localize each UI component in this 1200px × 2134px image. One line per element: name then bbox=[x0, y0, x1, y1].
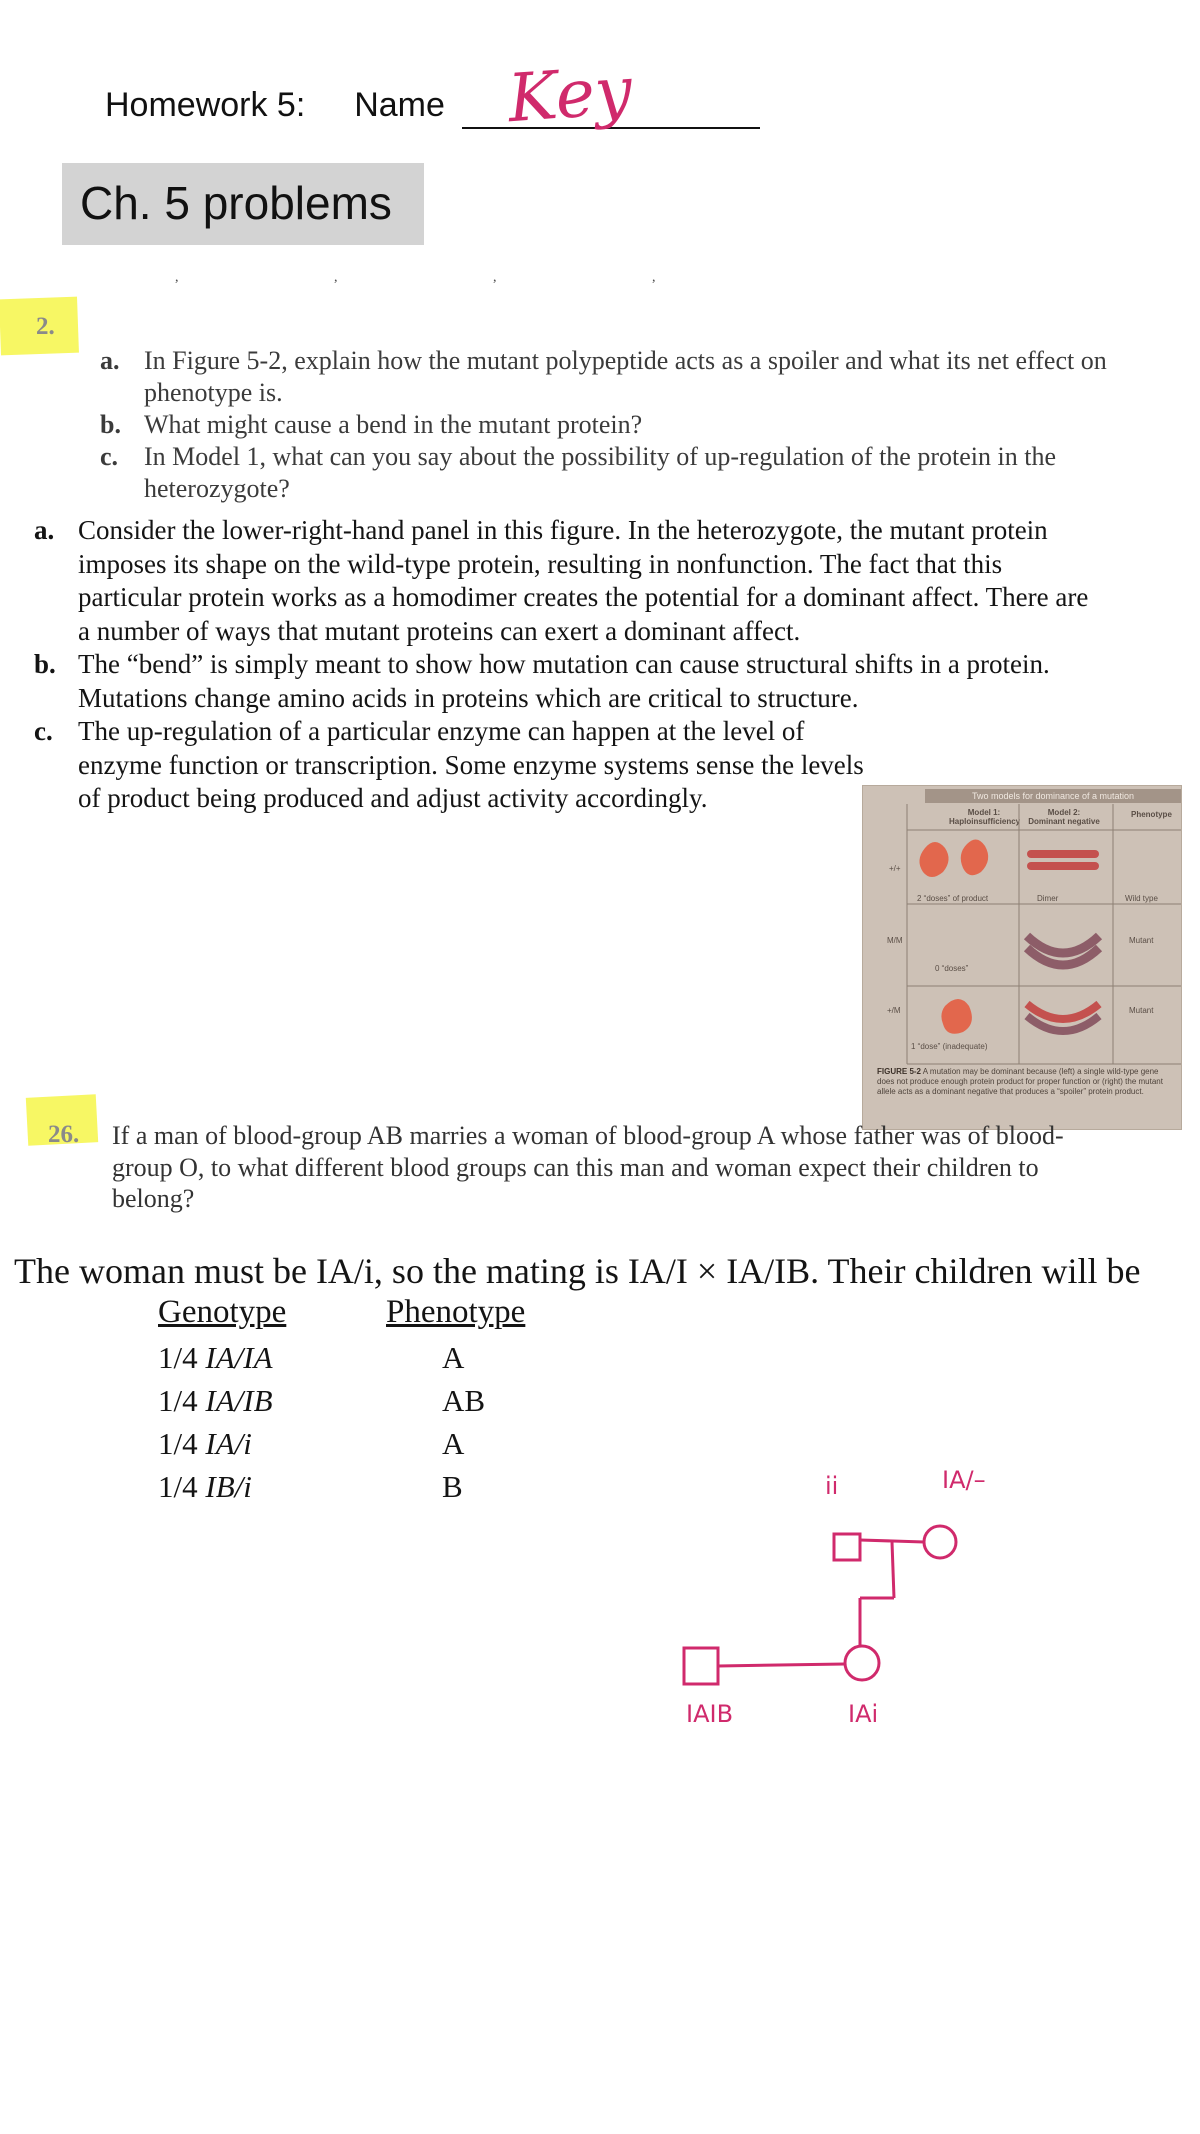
wife-genotype: IAi bbox=[848, 1700, 879, 1728]
genotype: IA/IA bbox=[205, 1340, 273, 1375]
cropped-text-remnant: , , , , bbox=[175, 270, 732, 285]
model1-subtitle: Haploinsufficiency bbox=[949, 817, 1021, 826]
part-text: In Model 1, what can you say about the possibility of up-regulation of the protein in the heterozygote? bbox=[144, 442, 1056, 503]
answer-text: The “bend” is simply meant to show how mutation can cause structural shifts in a protein. Mutations change amino acids in proteins which are critical to structure. bbox=[78, 649, 1050, 713]
fraction: 1/4 bbox=[158, 1383, 198, 1418]
question-part-b bbox=[100, 409, 1160, 441]
part-label: a. bbox=[100, 346, 120, 375]
wild-type-label: Wild type bbox=[1125, 894, 1158, 903]
grandfather-genotype: ii bbox=[825, 1472, 839, 1500]
answer-text: The up-regulation of a particular enzyme can happen at the level of enzyme function or transcription. Some enzyme systems sense the levels of product being produced and adjust activity accordingly. bbox=[78, 716, 864, 813]
two-doses-label: 2 “doses” of product bbox=[917, 894, 989, 903]
phenotype-row-3: A bbox=[442, 1426, 465, 1461]
model1-title: Model 1: bbox=[967, 808, 1001, 817]
husband-square bbox=[684, 1648, 718, 1684]
genotype-row-4 bbox=[158, 1469, 252, 1505]
husband-genotype: IAIB bbox=[686, 1700, 734, 1728]
grandmother-genotype: IA/– bbox=[942, 1466, 986, 1494]
answer-text: Consider the lower-right-hand panel in this figure. In the heterozygote, the mutant protein imposes its shape on the wild-type protein, resulting in nonfunction. The fact that this particular protein works as a homodimer creates the potential for a dominant affect. There are a number of ways that mutant proteins can exert a dominant affect. bbox=[78, 515, 1089, 646]
part-label: b. bbox=[100, 410, 121, 439]
grandfather-square bbox=[834, 1534, 860, 1560]
answer-label: b. bbox=[34, 649, 56, 679]
question-26-text: If a man of blood-group AB marries a woman of blood-group A whose father was of blood-group O, to what different blood groups can this man and woman expect their children to belong? bbox=[112, 1121, 1064, 1213]
part-label: c. bbox=[100, 442, 119, 471]
figure-header: Two models for dominance of a mutation bbox=[925, 789, 1181, 803]
question-number-26: 26. bbox=[48, 1121, 80, 1148]
question-number-2: 2. bbox=[36, 313, 55, 340]
question-2-answers bbox=[34, 514, 1094, 816]
fraction: 1/4 bbox=[158, 1469, 198, 1504]
row-label-wt: +/+ bbox=[889, 864, 901, 873]
figure-caption-label: FIGURE 5-2 bbox=[877, 1067, 922, 1076]
question-part-c bbox=[100, 441, 1160, 505]
handwritten-name: Key bbox=[505, 51, 635, 138]
figure-5-2-photo bbox=[862, 785, 1182, 1130]
part-text: In Figure 5-2, explain how the mutant polypeptide acts as a spoiler and what its net effect on phenotype is. bbox=[144, 346, 1107, 407]
part-text: What might cause a bend in the mutant protein? bbox=[144, 410, 643, 439]
dimer-label: Dimer bbox=[1037, 894, 1059, 903]
question-part-a bbox=[100, 345, 1160, 409]
answer-c bbox=[34, 715, 864, 816]
figure-caption-text: A mutation may be dominant because (left) a single wild-type gene does not produce enough protein product for proper function or (right) the mutant allele acts as a dominant negative that produces a “spoiler” protein product. bbox=[877, 1067, 1163, 1096]
name-label: Name bbox=[354, 86, 445, 124]
phenotype-row-4: B bbox=[442, 1469, 463, 1504]
answer-a bbox=[34, 514, 1094, 648]
phenotype-column-heading: Phenotype bbox=[1131, 810, 1172, 819]
genotype-row-1 bbox=[158, 1340, 273, 1376]
phenotype-row-2: AB bbox=[442, 1383, 486, 1418]
one-dose-label: 1 “dose” (inadequate) bbox=[911, 1042, 988, 1051]
genotype: IB/i bbox=[205, 1469, 252, 1504]
mutant-label-het: Mutant bbox=[1129, 1006, 1154, 1015]
model2-title: Model 2: bbox=[1047, 808, 1081, 817]
homework-title bbox=[105, 86, 445, 125]
genotype-row-3 bbox=[158, 1426, 252, 1462]
fraction: 1/4 bbox=[158, 1426, 198, 1461]
row-label-mm: M/M bbox=[887, 936, 903, 945]
mutant-label-mm: Mutant bbox=[1129, 936, 1154, 945]
fraction: 1/4 bbox=[158, 1340, 198, 1375]
answer-26-intro: The woman must be IA/i, so the mating is IA/I × IA/IB. Their children will be bbox=[14, 1251, 1141, 1291]
genotype: IA/i bbox=[205, 1426, 252, 1461]
grandmother-circle bbox=[924, 1526, 956, 1558]
genotype-row-2 bbox=[158, 1383, 273, 1419]
wife-circle bbox=[845, 1646, 879, 1680]
figure-caption bbox=[877, 1067, 1177, 1097]
homework-label: Homework 5: bbox=[105, 86, 306, 124]
genotype-column-header: Genotype bbox=[158, 1294, 287, 1330]
answer-b bbox=[34, 648, 1094, 715]
question-2-parts bbox=[100, 345, 1160, 505]
model2-subtitle: Dominant negative bbox=[1028, 817, 1100, 826]
answer-label: a. bbox=[34, 515, 55, 545]
genotype: IA/IB bbox=[205, 1383, 273, 1418]
zero-doses-label: 0 “doses” bbox=[935, 964, 969, 973]
phenotype-row-1: A bbox=[442, 1340, 465, 1375]
chapter-title: Ch. 5 problems bbox=[80, 177, 392, 229]
phenotype-column-header: Phenotype bbox=[386, 1294, 526, 1330]
row-label-het: +/M bbox=[887, 1006, 901, 1015]
answer-label: c. bbox=[34, 716, 53, 746]
